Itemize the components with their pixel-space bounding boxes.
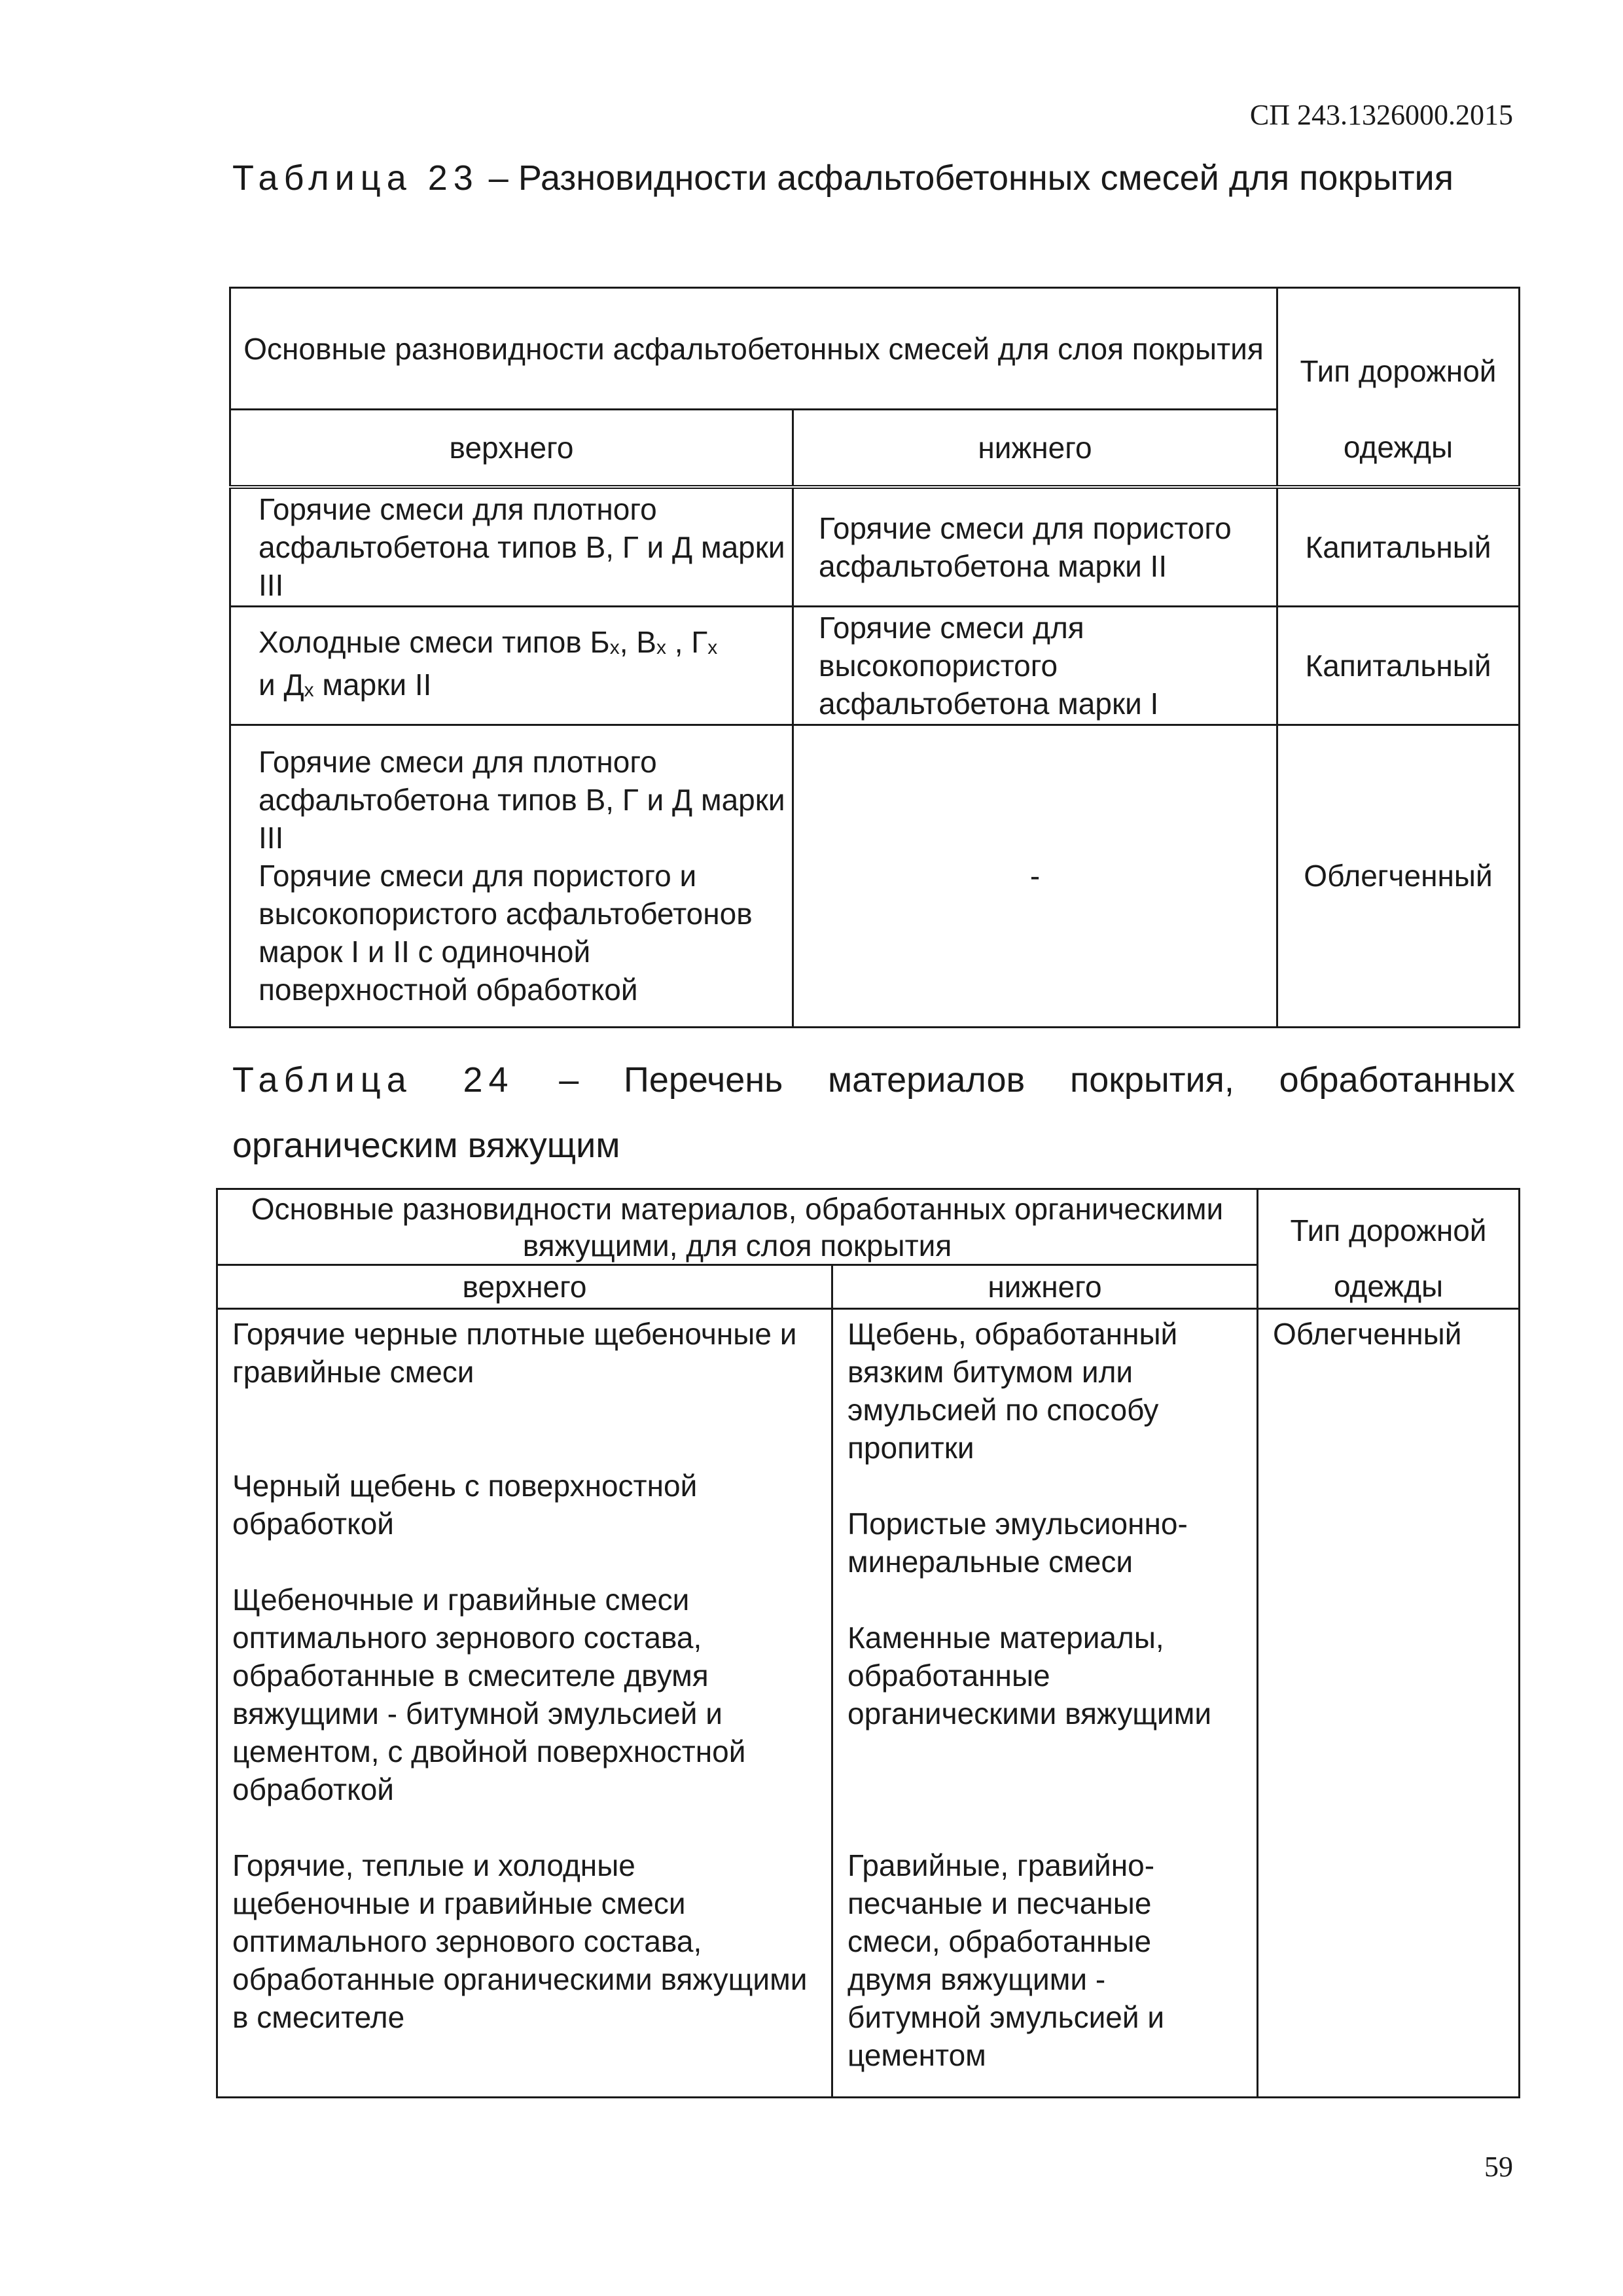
table-23	[229, 287, 1520, 1028]
table-23-cell-type: Капитальный	[1277, 606, 1520, 725]
table-23-caption-label: Таблица 23	[232, 158, 479, 198]
table-23-cell-type: Капитальный	[1277, 487, 1520, 607]
table-23-cell-upper: Холодные смеси типов $Б_х$, $В_х$ , $Г_х$ и $Д_х$ марки II	[230, 606, 793, 725]
table-23-cell-lower: -	[793, 725, 1277, 1027]
table-row	[230, 606, 1520, 725]
table-23-cell-upper: Горячие смеси для плотного асфальтобетона типов В, Г и Д марки III	[230, 487, 793, 607]
table-24-header-type-cont: одежды	[1258, 1265, 1520, 1309]
table-24-cell-lower	[832, 1309, 1258, 2098]
table-23-cell-lower: Горячие смеси для высокопористого асфальтобетона марки I	[793, 606, 1277, 725]
document-code: СП 243.1326000.2015	[1249, 99, 1513, 131]
table-24-header-lower: нижнего	[832, 1265, 1258, 1309]
list-item: Щебень, обработанный вязким битумом или эмульсией по способу пропитки	[847, 1317, 1178, 1465]
table-24	[216, 1188, 1520, 2098]
list-item: Гравийные, гравийно-песчаные и песчаные смеси, обработанные двумя вяжущими - битумной эмульсией и цементом	[847, 1848, 1165, 2072]
table-23-cell-lower: Горячие смеси для пористого асфальтобетона марки II	[793, 487, 1277, 607]
list-item: Щебеночные и гравийные смеси оптимального зернового состава, обработанные в смесителе двумя вяжущими - битумной эмульсией и цементом, с двойной поверхностной обработкой	[232, 1583, 746, 1806]
list-item: Черный щебень с поверхностной обработкой	[232, 1469, 698, 1541]
table-23-header-type: Тип дорожной	[1277, 288, 1520, 410]
table-24-cell-upper	[217, 1309, 832, 2098]
table-24-caption-label: Таблица 24	[232, 1060, 514, 1100]
table-23-caption	[232, 145, 1515, 211]
list-item: Горячие, теплые и холодные щебеночные и гравийные смеси оптимального зернового состава, обработанные органическими вяжущими в смесителе	[232, 1848, 808, 2034]
table-23-header-main: Основные разновидности асфальтобетонных смесей для слоя покрытия	[230, 288, 1277, 410]
table-23-cell-type: Облегченный	[1277, 725, 1520, 1027]
table-24-header-type: Тип дорожной	[1258, 1189, 1520, 1265]
list-item: Каменные материалы, обработанные органическими вяжущими	[847, 1621, 1212, 1731]
table-row	[217, 1309, 1520, 2098]
table-24-caption-text: – Перечень материалов покрытия, обработанных органическим вяжущим	[232, 1060, 1516, 1165]
table-24-cell-type: Облегченный	[1258, 1309, 1520, 2098]
table-23-caption-text: – Разновидности асфальтобетонных смесей для покрытия	[478, 158, 1454, 198]
table-row	[230, 725, 1520, 1027]
list-item: Пористые эмульсионно-минеральные смеси	[847, 1507, 1188, 1579]
table-23-cell-upper: Горячие смеси для плотного асфальтобетона типов В, Г и Д марки III Горячие смеси для пористого и высокопористого асфальтобетонов марок I и II с одиночной поверхностной обработкой	[230, 725, 793, 1027]
table-row	[230, 487, 1520, 607]
page-number: 59	[1484, 2151, 1513, 2183]
list-item: Горячие черные плотные щебеночные и гравийные смеси	[232, 1317, 797, 1389]
table-24-header-upper: верхнего	[217, 1265, 832, 1309]
table-24-header-main: Основные разновидности материалов, обработанных органическими вяжущими, для слоя покрытия	[217, 1189, 1258, 1265]
table-23-header-lower: нижнего	[793, 410, 1277, 487]
table-24-caption	[232, 1047, 1515, 1178]
table-23-header-upper: верхнего	[230, 410, 793, 487]
table-23-header-type-cont: одежды	[1277, 410, 1520, 487]
